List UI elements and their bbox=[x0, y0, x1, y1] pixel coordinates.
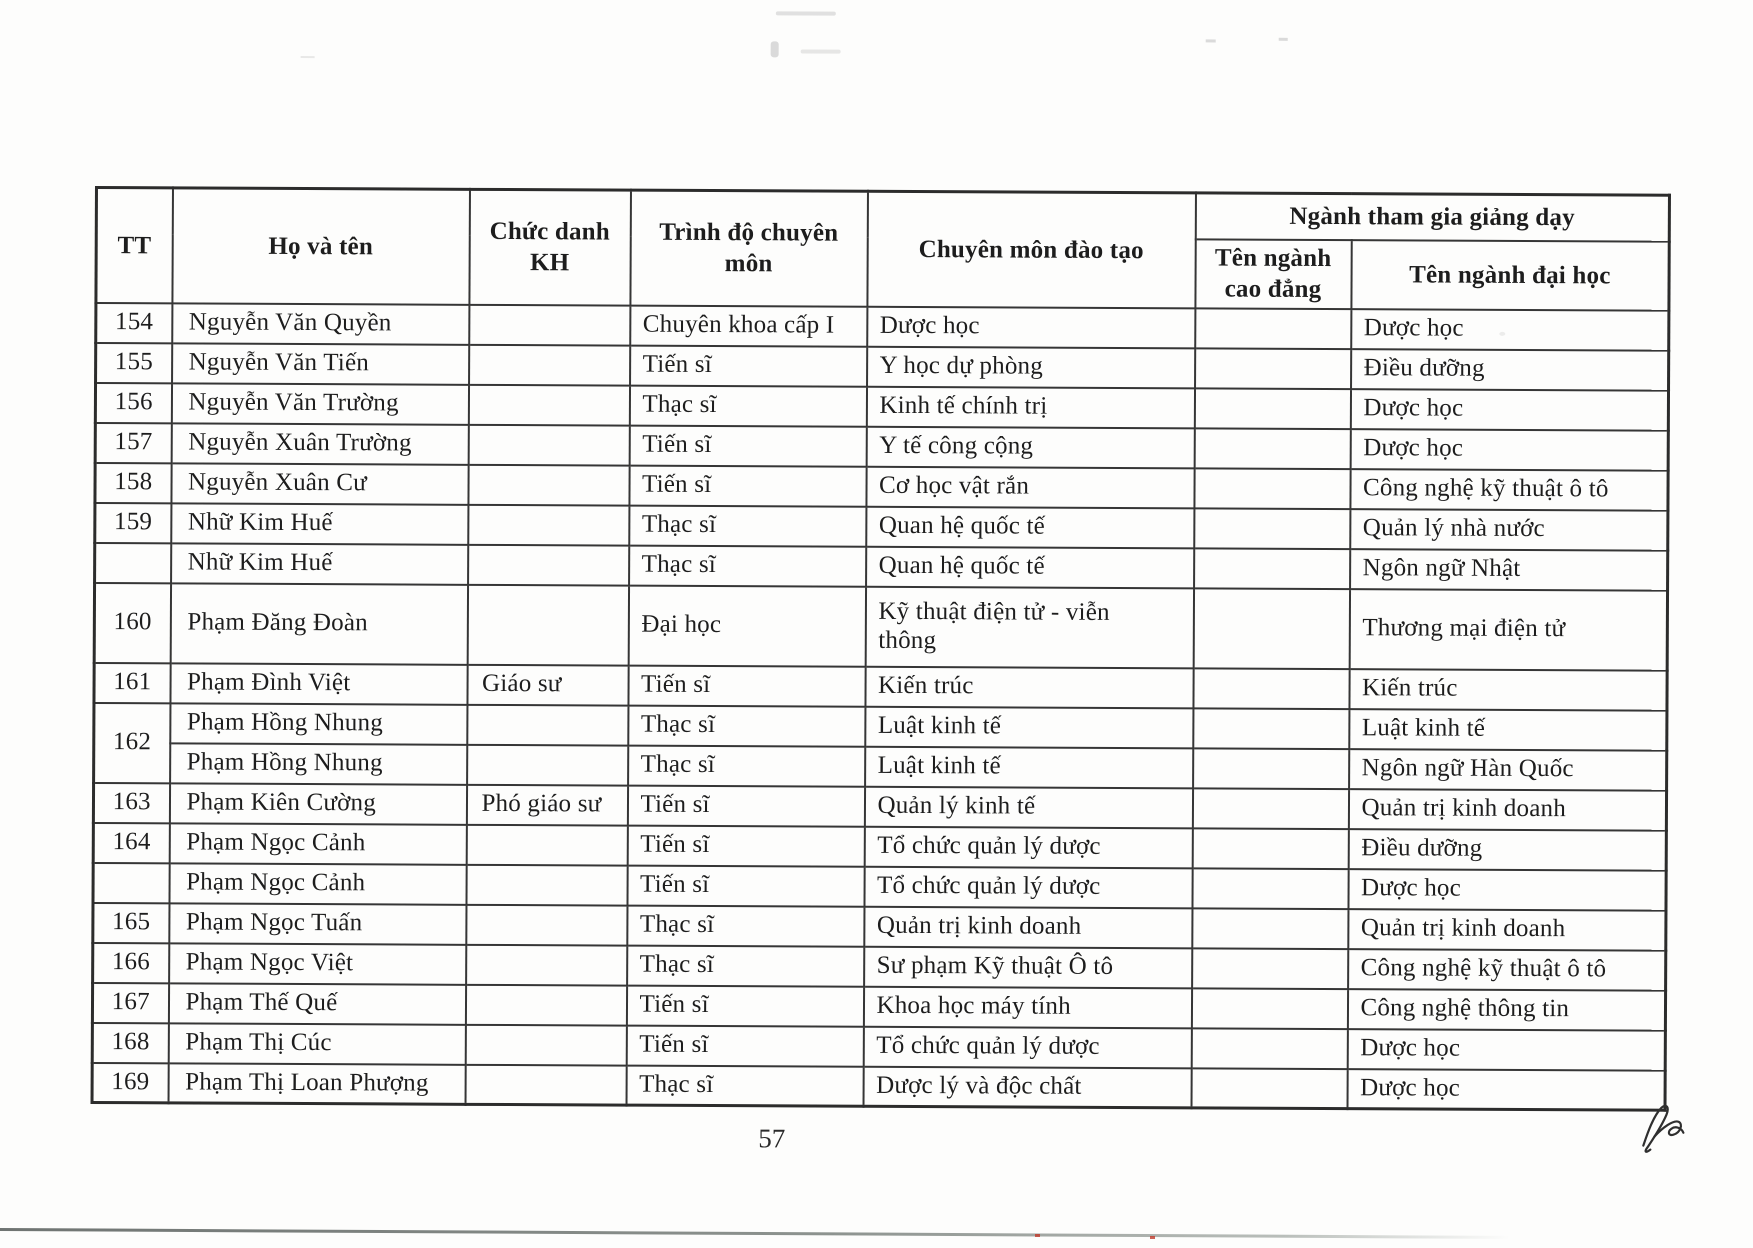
header-title: Chức danh KH bbox=[469, 189, 631, 305]
cell-college bbox=[1193, 668, 1349, 709]
cell-college bbox=[1192, 828, 1348, 869]
cell-title bbox=[468, 464, 629, 505]
cell-university: Công nghệ kỹ thuật ô tô bbox=[1348, 949, 1666, 991]
cell-tt: 159 bbox=[95, 503, 171, 543]
cell-name: Nguyễn Văn Tiến bbox=[172, 343, 469, 384]
cell-specialty: Tổ chức quản lý dược bbox=[864, 826, 1192, 868]
cell-tt: 166 bbox=[93, 942, 169, 982]
scan-speck bbox=[801, 49, 841, 53]
cell-qualification: Tiến sĩ bbox=[630, 345, 867, 386]
cell-title bbox=[467, 704, 628, 745]
cell-college bbox=[1195, 348, 1351, 389]
cell-qualification: Thạc sĩ bbox=[626, 1065, 863, 1106]
cell-university: Ngôn ngữ Hàn Quốc bbox=[1349, 749, 1667, 791]
cell-tt: 169 bbox=[92, 1062, 168, 1102]
header-qualification: Trình độ chuyên môn bbox=[630, 190, 868, 306]
cell-college bbox=[1191, 988, 1347, 1029]
cell-qualification: Tiến sĩ bbox=[627, 825, 864, 866]
cell-tt: 165 bbox=[93, 902, 169, 942]
cell-tt: 158 bbox=[95, 463, 171, 503]
cell-name: Phạm Thế Quế bbox=[168, 983, 465, 1024]
cell-tt: 154 bbox=[96, 303, 172, 343]
cell-university: Công nghệ thông tin bbox=[1347, 989, 1665, 1031]
cell-title: Giáo sư bbox=[467, 664, 628, 705]
cell-college bbox=[1191, 1068, 1347, 1109]
table-header bbox=[96, 188, 1670, 311]
cell-name: Nguyễn Xuân Cư bbox=[171, 463, 468, 504]
handwritten-initial bbox=[1640, 1104, 1692, 1154]
cell-name: Phạm Thị Cúc bbox=[168, 1023, 465, 1064]
cell-university: Quản lý nhà nước bbox=[1350, 509, 1668, 551]
cell-specialty: Y tế công cộng bbox=[866, 426, 1194, 468]
cell-name: Phạm Kiên Cường bbox=[169, 783, 466, 824]
cell-qualification: Thạc sĩ bbox=[628, 705, 865, 746]
scan-speck bbox=[301, 56, 315, 58]
cell-name: Phạm Ngọc Cảnh bbox=[169, 823, 466, 864]
cell-university: Dược học bbox=[1347, 1069, 1665, 1111]
cell-name: Phạm Ngọc Tuấn bbox=[169, 903, 466, 944]
cell-title bbox=[468, 424, 629, 465]
cell-title bbox=[467, 584, 628, 665]
cell-name: Nhữ Kim Huế bbox=[171, 543, 468, 584]
cell-college bbox=[1193, 708, 1349, 749]
cell-qualification: Tiến sĩ bbox=[629, 425, 866, 466]
scan-speck bbox=[1499, 332, 1505, 336]
cell-university: Dược học bbox=[1347, 1029, 1665, 1071]
cell-title bbox=[465, 1024, 626, 1065]
faculty-table bbox=[91, 186, 1671, 1112]
scan-speck bbox=[771, 41, 779, 57]
cell-tt bbox=[95, 543, 171, 583]
cell-title bbox=[469, 344, 630, 385]
cell-specialty: Tổ chức quản lý dược bbox=[863, 1026, 1191, 1068]
cell-qualification: Thạc sĩ bbox=[627, 945, 864, 986]
cell-specialty: Quan hệ quốc tế bbox=[866, 506, 1194, 548]
cell-qualification: Thạc sĩ bbox=[627, 905, 864, 946]
scan-speck-red bbox=[1035, 1234, 1040, 1237]
cell-specialty: Y học dự phòng bbox=[867, 346, 1195, 388]
cell-name: Nguyễn Xuân Trường bbox=[171, 423, 468, 464]
cell-college bbox=[1193, 748, 1349, 789]
cell-qualification: Thạc sĩ bbox=[629, 505, 866, 546]
header-teaching-group: Ngành tham gia giảng dạy bbox=[1195, 193, 1669, 242]
cell-specialty: Tổ chức quản lý dược bbox=[864, 866, 1192, 908]
cell-qualification: Tiến sĩ bbox=[627, 865, 864, 906]
cell-tt: 163 bbox=[93, 783, 169, 823]
cell-tt: 168 bbox=[92, 1022, 168, 1062]
cell-university: Quản trị kinh doanh bbox=[1348, 789, 1666, 831]
cell-specialty: Dược học bbox=[867, 306, 1195, 348]
cell-college bbox=[1193, 588, 1349, 669]
cell-name: Phạm Đình Việt bbox=[170, 663, 467, 704]
cell-university: Điều dưỡng bbox=[1351, 349, 1669, 391]
cell-name: Phạm Đăng Đoàn bbox=[170, 583, 467, 664]
cell-university: Dược học bbox=[1348, 869, 1666, 911]
cell-tt: 161 bbox=[94, 663, 170, 703]
cell-qualification: Thạc sĩ bbox=[629, 545, 866, 586]
cell-specialty: Kinh tế chính trị bbox=[866, 386, 1194, 428]
cell-tt: 164 bbox=[93, 822, 169, 862]
cell-college bbox=[1195, 308, 1351, 349]
cell-tt: 157 bbox=[95, 423, 171, 463]
cell-name: Phạm Thị Loan Phượng bbox=[168, 1063, 465, 1104]
cell-title bbox=[467, 744, 628, 785]
table-body bbox=[92, 303, 1669, 1111]
cell-college bbox=[1192, 948, 1348, 989]
cell-college bbox=[1194, 468, 1350, 509]
cell-title bbox=[469, 304, 630, 345]
cell-college bbox=[1194, 548, 1350, 589]
table-row bbox=[92, 1062, 1665, 1110]
cell-title bbox=[466, 944, 627, 985]
cell-name: Nhữ Kim Huế bbox=[171, 503, 468, 544]
cell-qualification: Tiến sĩ bbox=[629, 465, 866, 506]
cell-college bbox=[1192, 868, 1348, 909]
cell-university: Dược học bbox=[1351, 309, 1669, 351]
cell-specialty: Kiến trúc bbox=[865, 666, 1193, 708]
cell-specialty: Quản lý kinh tế bbox=[864, 786, 1192, 828]
cell-qualification: Thạc sĩ bbox=[629, 385, 866, 426]
cell-specialty: Luật kinh tế bbox=[865, 746, 1193, 788]
cell-specialty: Quản trị kinh doanh bbox=[864, 906, 1192, 948]
cell-college bbox=[1191, 1028, 1347, 1069]
cell-specialty: Cơ học vật rắn bbox=[866, 466, 1194, 508]
cell-specialty: Sư phạm Kỹ thuật Ô tô bbox=[864, 946, 1192, 988]
cell-college bbox=[1192, 908, 1348, 949]
cell-specialty: Quan hệ quốc tế bbox=[866, 546, 1194, 588]
cell-tt: 155 bbox=[96, 343, 172, 383]
cell-qualification: Tiến sĩ bbox=[628, 665, 865, 706]
cell-title bbox=[465, 1064, 626, 1105]
cell-tt: 160 bbox=[94, 583, 170, 663]
cell-university: Điều dưỡng bbox=[1348, 829, 1666, 871]
cell-specialty: Luật kinh tế bbox=[865, 706, 1193, 748]
cell-university: Ngôn ngữ Nhật bbox=[1350, 549, 1668, 591]
cell-name: Phạm Hồng Nhung bbox=[170, 703, 467, 744]
cell-qualification: Đại học bbox=[628, 585, 865, 666]
cell-college bbox=[1194, 388, 1350, 429]
scan-speck bbox=[1206, 39, 1216, 42]
cell-title bbox=[466, 864, 627, 905]
cell-title bbox=[466, 824, 627, 865]
cell-tt bbox=[93, 862, 169, 902]
cell-university: Luật kinh tế bbox=[1349, 709, 1667, 751]
cell-name: Phạm Ngọc Việt bbox=[169, 943, 466, 984]
cell-university: Quản trị kinh doanh bbox=[1348, 909, 1666, 951]
cell-name: Nguyễn Văn Trường bbox=[171, 383, 468, 424]
cell-title: Phó giáo sư bbox=[466, 784, 627, 825]
cell-university: Kiến trúc bbox=[1349, 669, 1667, 711]
cell-title bbox=[468, 384, 629, 425]
cell-qualification: Chuyên khoa cấp I bbox=[630, 305, 867, 346]
cell-qualification: Tiến sĩ bbox=[626, 1025, 863, 1066]
cell-university: Thương mại điện tử bbox=[1349, 589, 1667, 671]
cell-name: Phạm Hồng Nhung bbox=[170, 743, 467, 784]
header-college: Tên ngành cao đẳng bbox=[1195, 239, 1351, 308]
cell-title bbox=[465, 984, 626, 1025]
cell-college bbox=[1192, 788, 1348, 829]
cell-title bbox=[468, 544, 629, 585]
cell-university: Dược học bbox=[1350, 389, 1668, 431]
cell-specialty: Kỹ thuật điện tử - viễn thông bbox=[865, 586, 1193, 668]
cell-tt: 167 bbox=[92, 982, 168, 1022]
cell-specialty: Dược lý và độc chất bbox=[863, 1066, 1191, 1108]
cell-name: Nguyễn Văn Quyền bbox=[172, 303, 469, 344]
cell-qualification: Tiến sĩ bbox=[626, 985, 863, 1026]
cell-title bbox=[466, 904, 627, 945]
cell-title bbox=[468, 504, 629, 545]
page-number: 57 bbox=[758, 1123, 786, 1154]
header-name: Họ và tên bbox=[172, 188, 470, 304]
header-specialty: Chuyên môn đào tạo bbox=[867, 191, 1196, 308]
scan-speck-red bbox=[1150, 1236, 1155, 1239]
cell-name: Phạm Ngọc Cảnh bbox=[169, 863, 466, 904]
scan-speck bbox=[776, 11, 836, 15]
table-row bbox=[94, 583, 1667, 671]
scan-speck bbox=[1279, 38, 1288, 41]
cell-qualification: Tiến sĩ bbox=[627, 785, 864, 826]
header-tt: TT bbox=[96, 188, 173, 303]
cell-university: Công nghệ kỹ thuật ô tô bbox=[1350, 469, 1668, 511]
cell-specialty: Khoa học máy tính bbox=[863, 986, 1191, 1028]
cell-university: Dược học bbox=[1350, 429, 1668, 471]
header-university: Tên ngành đại học bbox=[1351, 240, 1669, 310]
cell-college bbox=[1194, 428, 1350, 469]
cell-tt: 162 bbox=[94, 703, 170, 783]
cell-college bbox=[1194, 508, 1350, 549]
cell-tt: 156 bbox=[95, 383, 171, 423]
cell-qualification: Thạc sĩ bbox=[628, 745, 865, 786]
